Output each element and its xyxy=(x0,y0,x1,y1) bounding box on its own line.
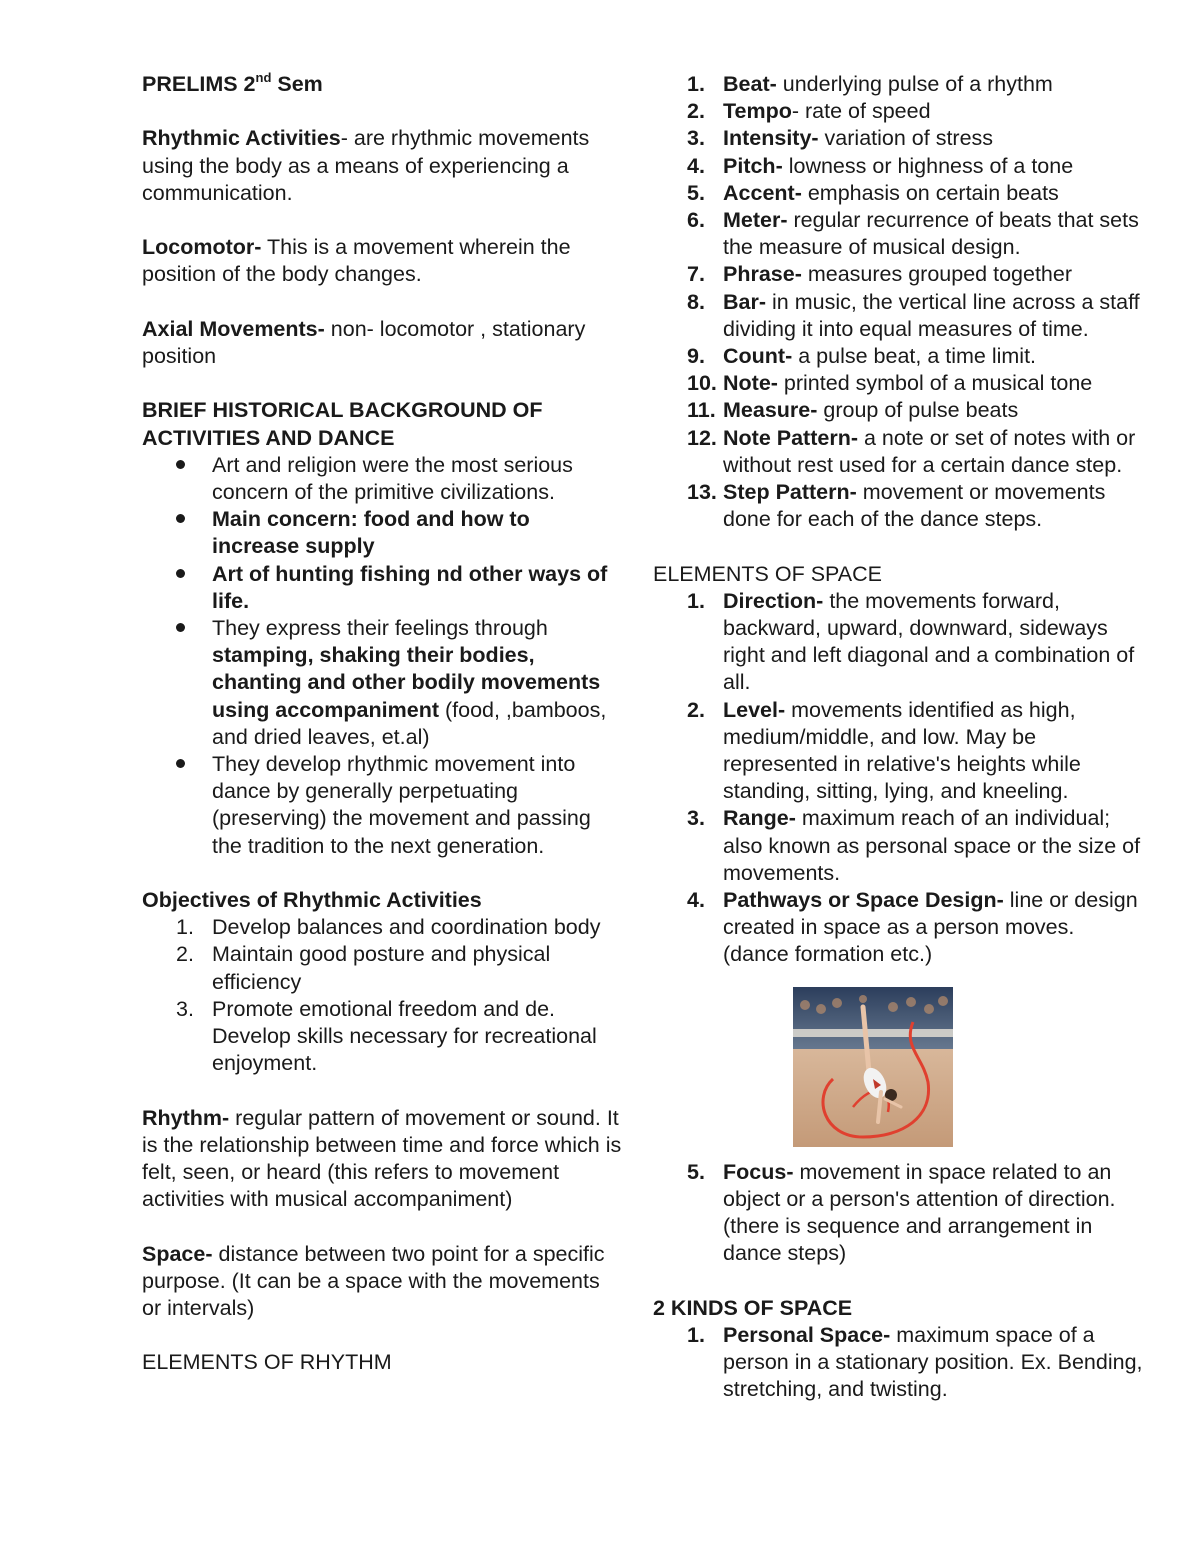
list-item: 4. Pitch- lowness or highness of a tone xyxy=(687,153,1074,178)
list-item: 2. Tempo- rate of speed xyxy=(687,99,931,124)
list-item: 2. Maintain good posture and physical efficiency xyxy=(176,942,551,994)
space-definition: Space- distance between two point for a specific purpose. (It can be a space with the movements or intervals) xyxy=(142,1241,605,1321)
list-item: 5. Focus- movement in space related to an object or a person's attention of direction. (there is sequence and arrangement in dance steps) xyxy=(687,1159,1116,1266)
list-item: 13. Step Pattern- movement or movements done for each of the dance steps. xyxy=(687,480,1106,532)
list-item: 7. Phrase- measures grouped together xyxy=(687,262,1072,287)
list-item: 5. Accent- emphasis on certain beats xyxy=(687,180,1059,205)
list-item: 1. Personal Space- maximum space of a person in a stationary position. Ex. Bending, stretching, and twisting. xyxy=(687,1322,1143,1402)
rhythm-elements-list xyxy=(653,71,1143,533)
list-item: 12. Note Pattern- a note or set of notes with or without rest used for a certain dance step. xyxy=(687,425,1136,477)
list-item: 1. Direction- the movements forward, backward, upward, downward, sideways right and left diagonal and a combination of all. xyxy=(687,588,1135,695)
list-item: 3. Promote emotional freedom and de. Develop skills necessary for recreational enjoyment. xyxy=(176,996,597,1076)
space-elements-list xyxy=(653,588,1143,969)
focus-list xyxy=(653,1159,1143,1268)
locomotor-definition: Locomotor- This is a movement wherein the position of the body changes. xyxy=(142,235,571,287)
list-item: Art and religion were the most serious concern of the primitive civilizations. xyxy=(142,452,622,506)
list-item: They express their feelings through stamping, shaking their bodies, chanting and other bodily movements using accompaniment (food, ,bamboos, and dried leaves, et.al) xyxy=(142,615,622,751)
list-item: 9. Count- a pulse beat, a time limit. xyxy=(687,344,1037,369)
objectives-heading: Objectives of Rhythmic Activities xyxy=(142,888,482,913)
list-item: 8. Bar- in music, the vertical line across a staff dividing it into equal measures of time. xyxy=(687,289,1140,341)
objectives-list xyxy=(142,914,622,1077)
list-item: 6. Meter- regular recurrence of beats that sets the measure of musical design. xyxy=(687,208,1139,260)
list-item: 1. Develop balances and coordination body xyxy=(176,915,601,940)
list-item: 10. Note- printed symbol of a musical tone xyxy=(687,371,1093,396)
elements-of-space-heading: ELEMENTS OF SPACE xyxy=(653,561,882,586)
gymnast-ribbon-photo xyxy=(793,987,953,1147)
rhythm-definition: Rhythm- regular pattern of movement or sound. It is the relationship between time and force which is felt, seen, or heard (this refers to movement activities with musical accompaniment) xyxy=(142,1105,622,1212)
axial-movements-definition: Axial Movements- non- locomotor , stationary position xyxy=(142,316,586,368)
list-item: Art of hunting fishing nd other ways of life. xyxy=(142,561,622,615)
list-item: 4. Pathways or Space Design- line or design created in space as a person moves. (dance formation etc.) xyxy=(687,888,1138,967)
history-list xyxy=(142,452,622,860)
kinds-of-space-list xyxy=(653,1322,1143,1404)
list-item: Main concern: food and how to increase supply xyxy=(142,506,622,560)
list-item: 2. Level- movements identified as high, medium/middle, and low. May be represented in relative's heights while standing, sitting, lying, and kneeling. xyxy=(687,697,1081,804)
list-item: 3. Range- maximum reach of an individual; also known as personal space or the size of movements. xyxy=(687,806,1141,885)
list-item: They develop rhythmic movement into dance by generally perpetuating (preserving) the movement and passing the tradition to the next generation. xyxy=(142,751,622,860)
list-item: 11. Measure- group of pulse beats xyxy=(687,398,1019,423)
history-heading: BRIEF HISTORICAL BACKGROUND OF ACTIVITIES AND DANCE xyxy=(142,398,543,450)
right-column xyxy=(653,71,1143,1404)
elements-of-rhythm-heading: ELEMENTS OF RHYTHM xyxy=(142,1350,392,1375)
page-title: PRELIMS 2nd Sem xyxy=(142,70,323,96)
kinds-of-space-heading: 2 KINDS OF SPACE xyxy=(653,1295,853,1320)
list-item: 3. Intensity- variation of stress xyxy=(687,126,994,151)
left-column xyxy=(142,71,622,1377)
list-item: 1. Beat- underlying pulse of a rhythm xyxy=(687,72,1053,96)
rhythmic-activities-definition: Rhythmic Activities- are rhythmic movements using the body as a means of experiencing a communication. xyxy=(142,126,590,205)
